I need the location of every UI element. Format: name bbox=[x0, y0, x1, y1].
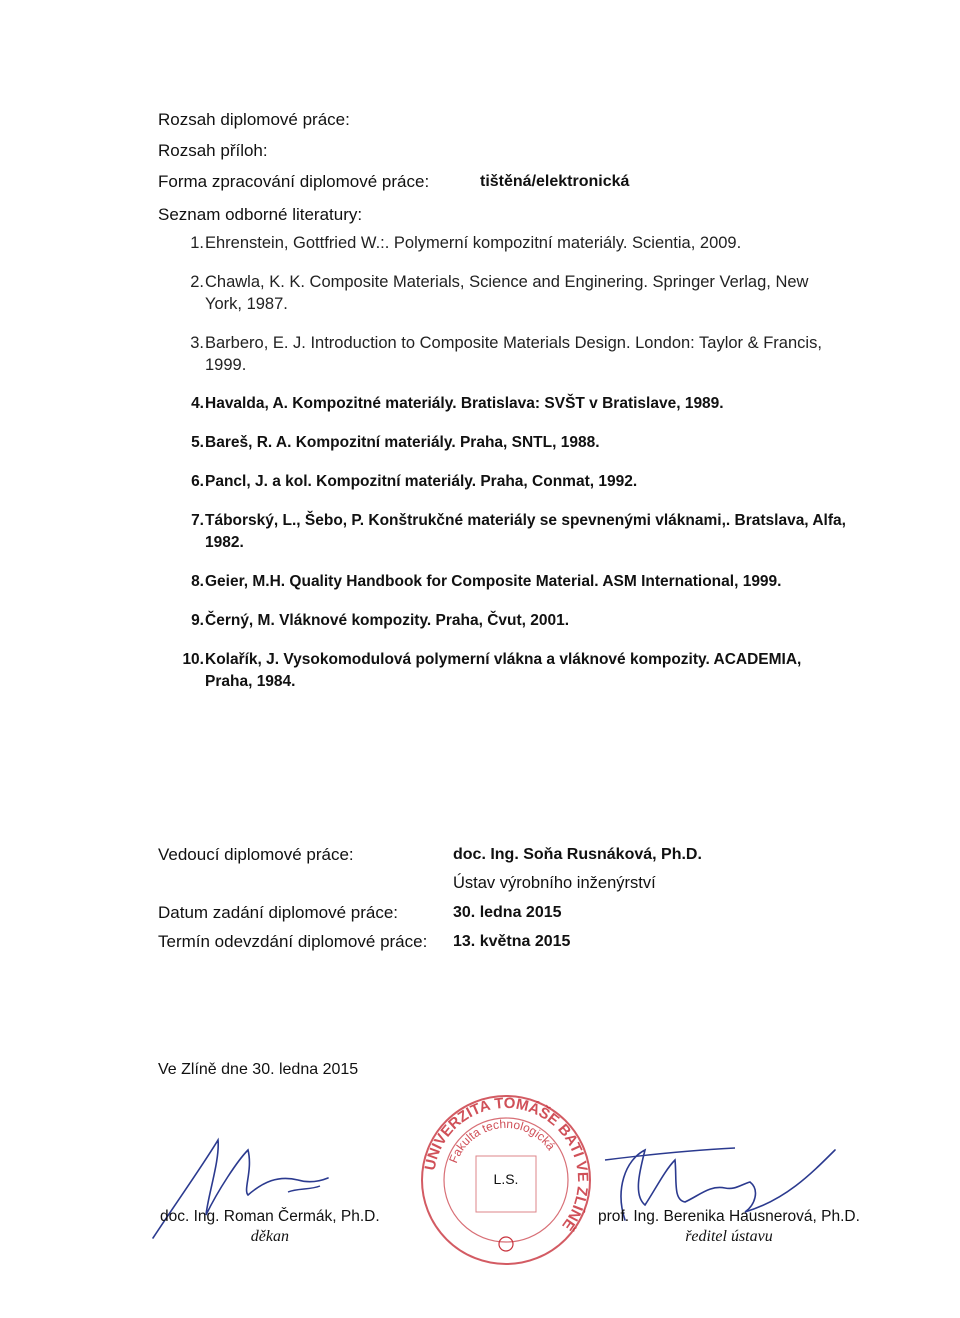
director-role: ředitel ústavu bbox=[685, 1228, 773, 1245]
ref-number: 9. bbox=[191, 612, 204, 629]
ref-text: Geier, M.H. Quality Handbook for Composite Material. ASM International, 1999. bbox=[205, 573, 782, 590]
list-item bbox=[168, 332, 848, 376]
stamp-center-text: L.S. bbox=[493, 1171, 519, 1187]
zadani-value: 30. ledna 2015 bbox=[453, 904, 562, 921]
ustav-value: Ústav výrobního inženýrství bbox=[453, 874, 656, 892]
rozsah-label: Rozsah diplomové práce: bbox=[158, 110, 350, 129]
literature-list bbox=[168, 232, 848, 710]
ref-text: Havalda, A. Kompozitné materiály. Bratislava: SVŠT v Bratislave, 1989. bbox=[205, 395, 724, 412]
stamp-inner-text: Fakulta technologická bbox=[446, 1116, 559, 1166]
director-block bbox=[598, 1208, 860, 1246]
list-item bbox=[168, 649, 848, 693]
thesis-info bbox=[158, 104, 629, 197]
director-name: prof. Ing. Berenika Hausnerová, Ph.D. bbox=[598, 1208, 860, 1225]
ref-number: 3. bbox=[190, 334, 204, 352]
list-item bbox=[168, 271, 848, 315]
place-date: Ve Zlíně dne 30. ledna 2015 bbox=[158, 1061, 359, 1078]
odevzdani-value: 13. května 2015 bbox=[453, 933, 571, 950]
odevzdani-row bbox=[158, 927, 702, 956]
supervision-block bbox=[158, 840, 702, 956]
ref-text: Černý, M. Vláknové kompozity. Praha, Čvut, 2001. bbox=[205, 612, 570, 629]
list-item bbox=[168, 510, 848, 554]
ref-number: 4. bbox=[191, 395, 204, 412]
stamp-outer-text: UNIVERZITA TOMÁŠE BATI VE ZLÍNĚ bbox=[421, 1094, 592, 1234]
forma-label: Forma zpracování diplomové práce: bbox=[158, 172, 430, 191]
zadani-label: Datum zadání diplomové práce: bbox=[158, 903, 399, 922]
ref-number: 6. bbox=[191, 473, 204, 490]
ref-number: 7. bbox=[191, 512, 204, 529]
ref-text: Bareš, R. A. Kompozitní materiály. Praha, SNTL, 1988. bbox=[205, 434, 600, 451]
ref-text: Ehrenstein, Gottfried W.:. Polymerní kompozitní materiály. Scientia, 2009. bbox=[205, 234, 742, 252]
list-item bbox=[168, 610, 848, 632]
list-item bbox=[168, 571, 848, 593]
ref-text: Barbero, E. J. Introduction to Composite Materials Design. London: Taylor & Francis, 1999. bbox=[205, 334, 822, 374]
ref-number: 5. bbox=[191, 434, 204, 451]
literature-heading: Seznam odborné literatury: bbox=[158, 205, 363, 224]
odevzdani-label: Termín odevzdání diplomové práce: bbox=[158, 932, 428, 951]
ref-text: Kolařík, J. Vysokomodulová polymerní vlákna a vláknové kompozity. ACADEMIA, Praha, 1984. bbox=[205, 651, 802, 690]
prilohy-label: Rozsah příloh: bbox=[158, 141, 268, 160]
ref-text: Chawla, K. K. Composite Materials, Science and Enginering. Springer Verlag, New York, 1987. bbox=[205, 273, 809, 313]
ref-text: Táborský, L., Šebo, P. Konštrukčné materiály se spevnenými vláknami,. Bratslava, Alfa, 1982. bbox=[205, 512, 846, 551]
rozsah-row bbox=[158, 104, 629, 135]
ref-number: 8. bbox=[191, 573, 204, 590]
list-item bbox=[168, 232, 848, 254]
dean-block bbox=[160, 1208, 380, 1246]
dean-role: děkan bbox=[250, 1228, 289, 1245]
prilohy-row bbox=[158, 135, 629, 166]
ustav-row bbox=[158, 869, 702, 898]
zadani-row bbox=[158, 898, 702, 927]
ref-number: 1. bbox=[190, 234, 204, 252]
ref-number: 2. bbox=[190, 273, 204, 291]
forma-row bbox=[158, 166, 629, 197]
ref-number: 10. bbox=[182, 651, 204, 668]
ref-text: Pancl, J. a kol. Kompozitní materiály. Praha, Conmat, 1992. bbox=[205, 473, 638, 490]
vedouci-row bbox=[158, 840, 702, 869]
list-item bbox=[168, 432, 848, 454]
dean-name: doc. Ing. Roman Čermák, Ph.D. bbox=[160, 1208, 380, 1225]
forma-value: tištěná/elektronická bbox=[480, 173, 630, 190]
university-stamp-icon bbox=[418, 1092, 594, 1268]
list-item bbox=[168, 471, 848, 493]
vedouci-label: Vedoucí diplomové práce: bbox=[158, 845, 354, 864]
list-item bbox=[168, 393, 848, 415]
vedouci-value: doc. Ing. Soňa Rusnáková, Ph.D. bbox=[453, 846, 702, 863]
